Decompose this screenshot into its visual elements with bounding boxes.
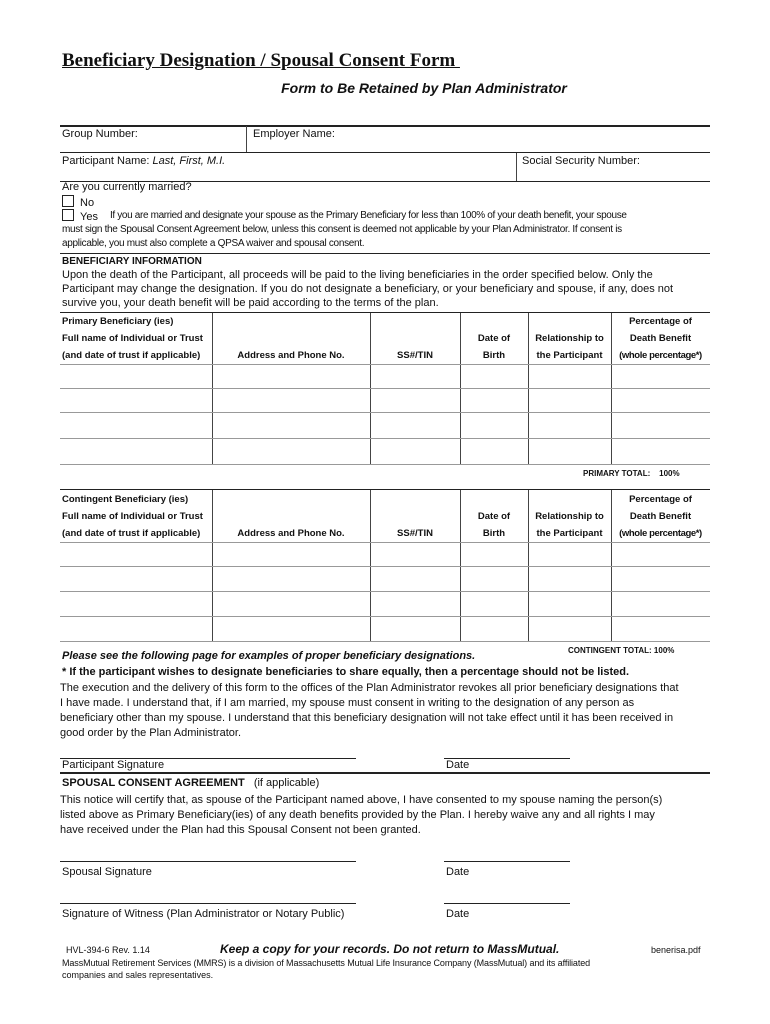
contingent-col1-line3: (and date of trust if applicable) — [62, 528, 201, 539]
spousal-signature-label: Spousal Signature — [62, 866, 152, 878]
married-yes-option[interactable] — [62, 209, 98, 223]
contingent-col3: SS#/TIN — [397, 528, 433, 539]
table-row[interactable] — [60, 412, 710, 413]
divider — [516, 153, 517, 181]
divider — [60, 772, 710, 774]
primary-col4-line1: Date of — [477, 333, 511, 344]
divider — [60, 125, 710, 127]
execution-line2: I have made. I understand that, if I am married, my spouse must consent in writing to the designation of any person as — [60, 697, 635, 709]
beneficiary-info-line3: survive you, your death benefit will be paid according to the terms of the plan. — [62, 297, 439, 309]
divider — [60, 152, 710, 153]
beneficiary-info-line1: Upon the death of the Participant, all proceeds will be paid to the living beneficiaries in the order specified below. Only the — [62, 269, 653, 281]
table-row[interactable] — [60, 388, 710, 389]
divider — [60, 253, 710, 254]
yes-explanation-3: applicable, you must also complete a QPSA waiver and spousal consent. — [62, 238, 365, 249]
spousal-date-label: Date — [446, 866, 470, 878]
spousal-consent-title: SPOUSAL CONSENT AGREEMENT — [62, 777, 245, 789]
col-divider — [212, 313, 213, 465]
participant-date-label: Date — [446, 759, 470, 771]
table-row[interactable] — [60, 641, 710, 642]
checkbox-yes[interactable] — [62, 209, 74, 221]
table-row[interactable] — [60, 616, 710, 617]
contingent-col1-line1: Contingent Beneficiary (ies) — [62, 494, 189, 505]
yes-explanation-1: If you are married and designate your spouse as the Primary Beneficiary for less than 100% of your death benefit, your spouse — [110, 210, 627, 221]
contingent-col4-line1: Date of — [477, 511, 511, 522]
col-divider — [370, 313, 371, 465]
contingent-col6-line1: Percentage of — [629, 494, 692, 505]
married-no-option[interactable] — [62, 195, 94, 209]
contingent-col6-line3: (whole percentage*) — [619, 528, 702, 539]
participant-name-hint: Last, First, M.I. — [152, 155, 226, 167]
spousal-consent-note: (if applicable) — [253, 777, 320, 789]
primary-col5-line1: Relationship to — [535, 333, 604, 344]
spousal-date-line[interactable] — [444, 861, 570, 862]
execution-line1: The execution and the delivery of this form to the offices of the Plan Administrator revokes all prior beneficiary designations that — [60, 682, 679, 694]
primary-total: PRIMARY TOTAL: 100% — [583, 469, 680, 478]
primary-col2: Address and Phone No. — [237, 350, 345, 361]
ssn-label: Social Security Number: — [522, 155, 640, 167]
witness-date-line[interactable] — [444, 903, 570, 904]
witness-signature-label: Signature of Witness (Plan Administrator or Notary Public) — [62, 908, 345, 920]
spousal-signature-line[interactable] — [60, 861, 356, 862]
contingent-col5-line1: Relationship to — [535, 511, 604, 522]
beneficiary-info-heading: BENEFICIARY INFORMATION — [62, 256, 202, 267]
yes-label: Yes — [80, 211, 98, 223]
company-line1: MassMutual Retirement Services (MMRS) is a division of Massachusetts Mutual Life Insurance Company (MassMutual) and its affiliated — [62, 958, 591, 968]
beneficiary-info-line2: Participant may change the designation. If you do not designate a beneficiary, or your beneficiary and spouse, if any, does not — [62, 283, 674, 295]
employer-name-label: Employer Name: — [253, 128, 335, 140]
spousal-consent-line2: listed above as Primary Beneficiary(ies) of any death benefits provided by the Plan. I hereby waive any and all rights I may — [60, 809, 655, 821]
primary-col3: SS#/TIN — [397, 350, 433, 361]
table-row[interactable] — [60, 566, 710, 567]
primary-col1-line3: (and date of trust if applicable) — [62, 350, 201, 361]
witness-signature-line[interactable] — [60, 903, 356, 904]
file-name: benerisa.pdf — [651, 945, 701, 955]
table-row[interactable] — [60, 438, 710, 439]
primary-col1-line1: Primary Beneficiary (ies) — [62, 316, 174, 327]
primary-col6-line3: (whole percentage*) — [619, 350, 702, 361]
married-question: Are you currently married? — [62, 181, 192, 193]
checkbox-no[interactable] — [62, 195, 74, 207]
contingent-col1-line2: Full name of Individual or Trust — [62, 511, 203, 522]
contingent-col2: Address and Phone No. — [237, 528, 345, 539]
witness-date-label: Date — [446, 908, 470, 920]
primary-col4-line2: Birth — [482, 350, 506, 361]
spousal-consent-heading — [62, 777, 319, 789]
yes-explanation-2: must sign the Spousal Consent Agreement below, unless this consent is deemed not applicable by your Plan Administrator. If consent is — [62, 224, 622, 235]
divider — [60, 489, 710, 490]
execution-line3: beneficiary other than my spouse. I understand that this beneficiary designation will not take effect until it has been received in — [60, 712, 674, 724]
primary-col6-line2: Death Benefit — [629, 333, 692, 344]
table-row[interactable] — [60, 464, 710, 465]
table-row[interactable] — [60, 591, 710, 592]
contingent-col5-line2: the Participant — [536, 528, 603, 539]
divider — [246, 126, 247, 152]
company-line2: companies and sales representatives. — [62, 970, 214, 980]
primary-col5-line2: the Participant — [536, 350, 603, 361]
participant-signature-label: Participant Signature — [62, 759, 165, 771]
form-subtitle: Form to Be Retained by Plan Administrator — [281, 80, 567, 96]
no-label: No — [80, 197, 95, 209]
participant-name-text: Participant Name: — [62, 155, 150, 167]
contingent-total: CONTINGENT TOTAL: 100% — [568, 646, 675, 655]
participant-name-label — [62, 155, 225, 167]
group-number-label: Group Number: — [62, 128, 138, 140]
primary-col6-line1: Percentage of — [629, 316, 692, 327]
see-following-page-note: Please see the following page for examples of proper beneficiary designations. — [62, 650, 476, 662]
spousal-consent-line3: have received under the Plan had this Spousal Consent not been granted. — [60, 824, 421, 836]
primary-col1-line2: Full name of Individual or Trust — [62, 333, 203, 344]
spousal-consent-line1: This notice will certify that, as spouse of the Participant named above, I have consented to my spouse naming the person(s) — [60, 794, 663, 806]
execution-line4: good order by the Plan Administrator. — [60, 727, 241, 739]
form-code: HVL-394-6 Rev. 1.14 — [66, 945, 150, 955]
table-row[interactable] — [60, 364, 710, 365]
divider — [60, 312, 710, 313]
contingent-col4-line2: Birth — [482, 528, 506, 539]
contingent-col6-line2: Death Benefit — [629, 511, 692, 522]
equal-share-note: * If the participant wishes to designate beneficiaries to share equally, then a percentage should not be listed. — [62, 666, 630, 678]
table-row[interactable] — [60, 542, 710, 543]
keep-copy-note: Keep a copy for your records. Do not return to MassMutual. — [220, 942, 560, 956]
form-title: Beneficiary Designation / Spousal Consent Form — [62, 50, 460, 71]
